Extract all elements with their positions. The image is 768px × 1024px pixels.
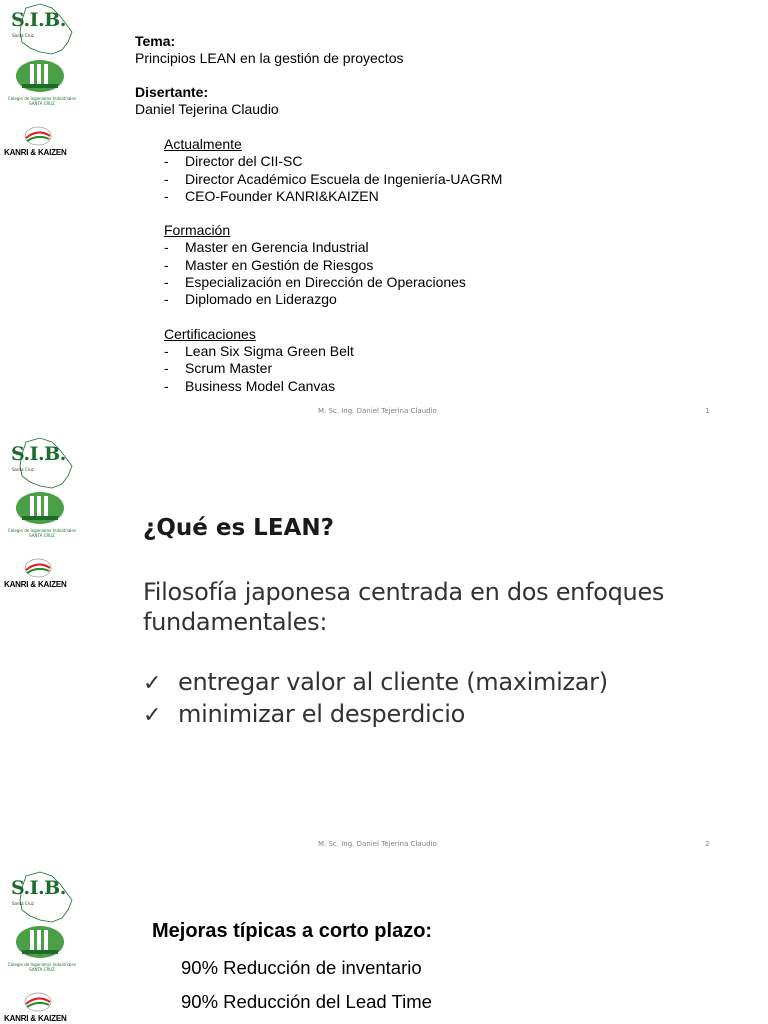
slide3-title: Mejoras típicas a corto plazo: [152, 920, 433, 942]
kanri-kaizen-text: KANRI & KAIZEN [4, 1014, 67, 1023]
page-number: 1 [705, 407, 710, 415]
list-item [164, 239, 724, 256]
list-item [164, 360, 724, 377]
cii-logo-subtext: Colegio de Ingenieros Industriales SANTA CRUZ [8, 96, 76, 106]
section-actualmente [164, 136, 724, 205]
sib-logo-subtext: Santa Cruz [12, 33, 34, 38]
list-item-text: Especialización en Dirección de Operaciones [185, 274, 466, 291]
slide1-sections [164, 136, 724, 395]
checkmark-icon: ✓ [143, 671, 162, 696]
checkmark-icon: ✓ [143, 703, 162, 728]
cii-logo [0, 924, 80, 980]
sib-logo-text: S.I.B. [11, 877, 66, 899]
kanri-kaizen-emblem-icon [0, 990, 80, 1014]
list-item-text: Master en Gestión de Riesgos [185, 256, 374, 273]
slide2-title: ¿Qué es LEAN? [143, 515, 334, 541]
slide-1 [0, 0, 768, 425]
cii-logo [0, 490, 80, 546]
section-heading: Formación [164, 222, 231, 239]
list-item-text: CEO-Founder KANRI&KAIZEN [185, 187, 379, 204]
list-bullet: - [164, 256, 169, 273]
list-item-text: Scrum Master [185, 360, 273, 377]
list-item: 90% Reducción de inventario [181, 957, 422, 978]
list-item-text: Director Académico Escuela de Ingeniería-UAGRM [185, 170, 503, 187]
sib-logo [0, 436, 80, 490]
section-heading: Certificaciones [164, 325, 256, 342]
list-item-text: Diplomado en Liderazgo [185, 291, 337, 308]
slide1-header [135, 33, 695, 118]
list-item-text: Master en Gerencia Industrial [185, 239, 369, 256]
list-bullet: - [164, 360, 169, 377]
cii-logo [0, 58, 80, 114]
list-bullet: - [164, 342, 169, 359]
tema-value: Principios LEAN en la gestión de proyectos [135, 50, 404, 67]
list-item: 90% Reducción del Lead Time [181, 991, 432, 1012]
slide-footer: M. Sc. Ing. Daniel Tejerina Claudio [318, 407, 437, 415]
list-bullet: - [164, 274, 169, 291]
list-bullet: - [164, 377, 169, 394]
slide-footer: M. Sc. Ing. Daniel Tejerina Claudio [318, 840, 437, 848]
list-item [164, 188, 724, 205]
list-item [164, 378, 724, 395]
list-item [164, 171, 724, 188]
slide2-body [143, 577, 743, 731]
cii-emblem-icon [0, 924, 80, 964]
list-bullet: - [164, 239, 169, 256]
page-number: 2 [705, 840, 710, 848]
sib-logo-text: S.I.B. [11, 443, 66, 465]
sib-logo-subtext: Santa Cruz [12, 901, 34, 906]
list-bullet: - [164, 170, 169, 187]
list-item [164, 274, 724, 291]
sib-logo [0, 2, 80, 56]
list-item-text: Business Model Canvas [185, 377, 336, 394]
cii-logo-subtext: Colegio de Ingenieros Industriales SANTA CRUZ [8, 528, 76, 538]
body-line: Filosofía japonesa centrada en dos enfoques [143, 578, 665, 606]
section-certificaciones [164, 326, 724, 395]
body-line: fundamentales: [143, 608, 328, 636]
list-item [164, 291, 724, 308]
kanri-kaizen-logo [0, 990, 80, 1024]
list-bullet: - [164, 291, 169, 308]
check-item [143, 699, 743, 731]
list-item [164, 153, 724, 170]
cii-logo-subtext: Colegio de Ingenieros Industriales SANTA CRUZ [8, 962, 76, 972]
list-item [164, 343, 724, 360]
kanri-kaizen-logo [0, 556, 80, 590]
disertante-label: Disertante: [135, 83, 209, 100]
check-item [143, 667, 743, 699]
kanri-kaizen-text: KANRI & KAIZEN [4, 580, 67, 589]
sib-logo [0, 870, 80, 924]
section-heading: Actualmente [164, 136, 242, 152]
cii-emblem-icon [0, 58, 80, 98]
list-item-text: Lean Six Sigma Green Belt [185, 342, 354, 359]
tema-label: Tema: [135, 33, 176, 49]
kanri-kaizen-emblem-icon [0, 124, 80, 148]
check-item-text: entregar valor al cliente (maximizar) [178, 668, 608, 696]
cii-emblem-icon [0, 490, 80, 530]
list-bullet: - [164, 153, 169, 170]
disertante-value: Daniel Tejerina Claudio [135, 100, 279, 117]
list-item [164, 257, 724, 274]
check-item-text: minimizar el desperdicio [178, 700, 466, 728]
section-formacion [164, 222, 724, 308]
sib-logo-subtext: Santa Cruz [12, 467, 34, 472]
list-bullet: - [164, 187, 169, 204]
list-item-text: Director del CII-SC [185, 153, 303, 170]
kanri-kaizen-emblem-icon [0, 556, 80, 580]
kanri-kaizen-logo [0, 124, 80, 158]
kanri-kaizen-text: KANRI & KAIZEN [4, 148, 67, 157]
sib-logo-text: S.I.B. [11, 9, 66, 31]
